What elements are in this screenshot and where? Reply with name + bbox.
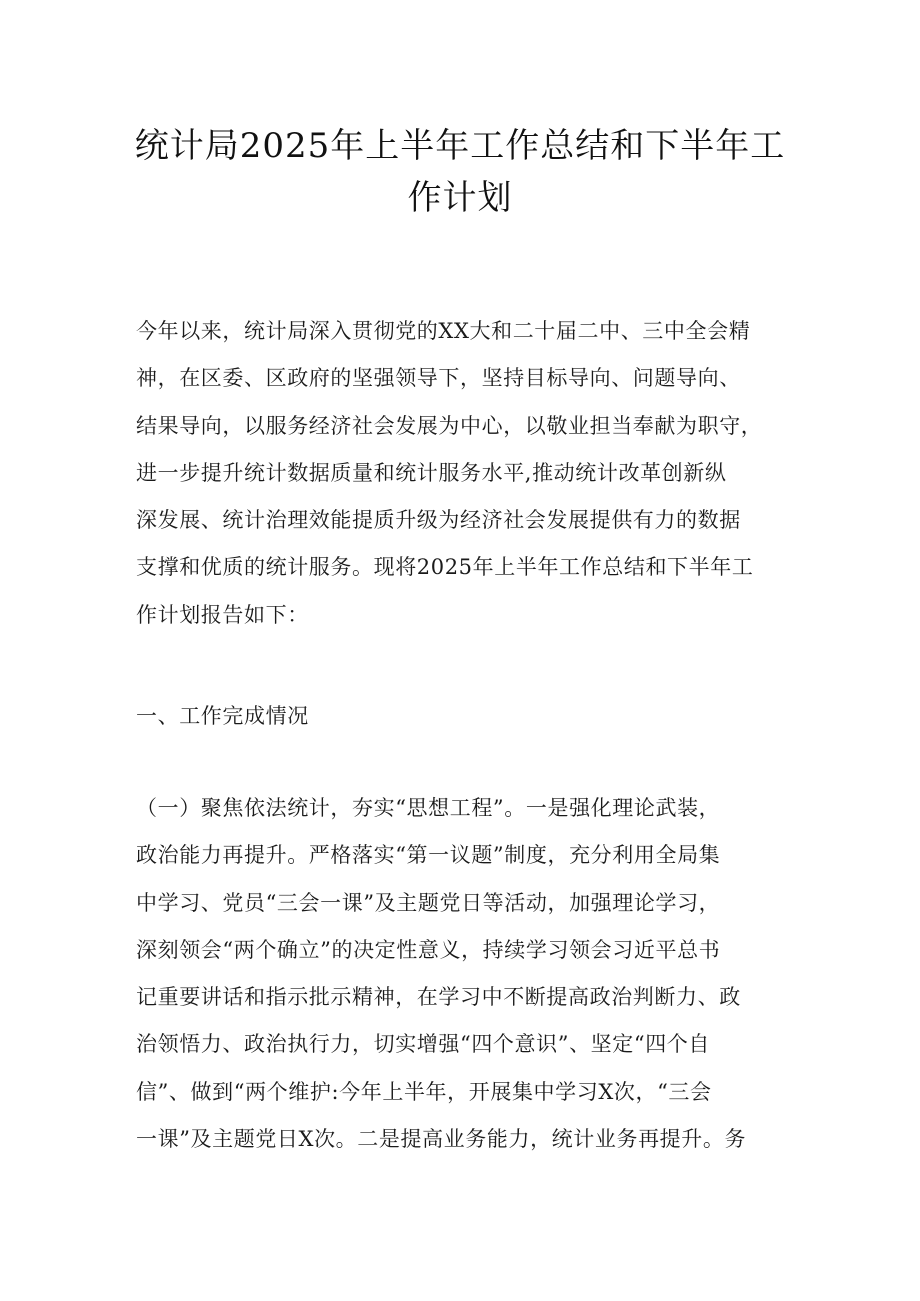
intro-line: 结果导向，以服务经济社会发展为中心，以敬业担当奉献为职守， [136,413,763,438]
document-title [110,120,810,224]
section-heading-block [136,693,791,740]
section-1-line: 治领悟力、政治执行力，切实增强“四个意识”、坚定“四个自 [136,1032,711,1057]
intro-line: 作计划报告如下： [136,602,309,627]
section-1-line: 中学习、党员“三会一课”及主题党日等活动，加强理论学习， [136,890,721,915]
section-1-line: （一）聚焦依法统计，夯实“思想工程”。一是强化理论武装， [136,796,721,820]
intro-line: 今年以来，统计局深入贯彻党的XX大和二十届二中、三中全会精 [136,319,751,343]
section-1-line: 信”、做到“两个维护:今年上半年，开展集中学习X次，“三会 [136,1079,712,1104]
section-1-paragraph [136,785,791,1163]
title-line-1: 统计局2025年上半年工作总结和下半年工 [134,126,786,166]
intro-line: 支撑和优质的统计服务。现将2025年上半年工作总结和下半年工 [136,555,754,580]
title-line-2: 作计划 [407,178,513,218]
section-1-line: 记重要讲话和指示批示精神，在学习中不断提高政治判断力、政 [136,985,741,1010]
section-heading: 一、工作完成情况 [136,704,309,728]
section-1-line: 政治能力再提升。严格落实“第一议题”制度，充分利用全局集 [136,843,721,868]
section-1-line: 深刻领会“两个确立”的决定性意义，持续学习领会习近平总书 [136,937,721,962]
intro-paragraph [136,308,791,639]
intro-line: 进一步提升统计数据质量和统计服务水平,推动统计改革创新纵 [136,460,727,485]
intro-line: 深发展、统计治理效能提质升级为经济社会发展提供有力的数据 [136,508,741,533]
section-1-line: 一课”及主题党日X次。二是提高业务能力，统计业务再提升。务 [136,1127,747,1152]
intro-line: 神，在区委、区政府的坚强领导下，坚持目标导向、问题导向、 [136,366,741,391]
